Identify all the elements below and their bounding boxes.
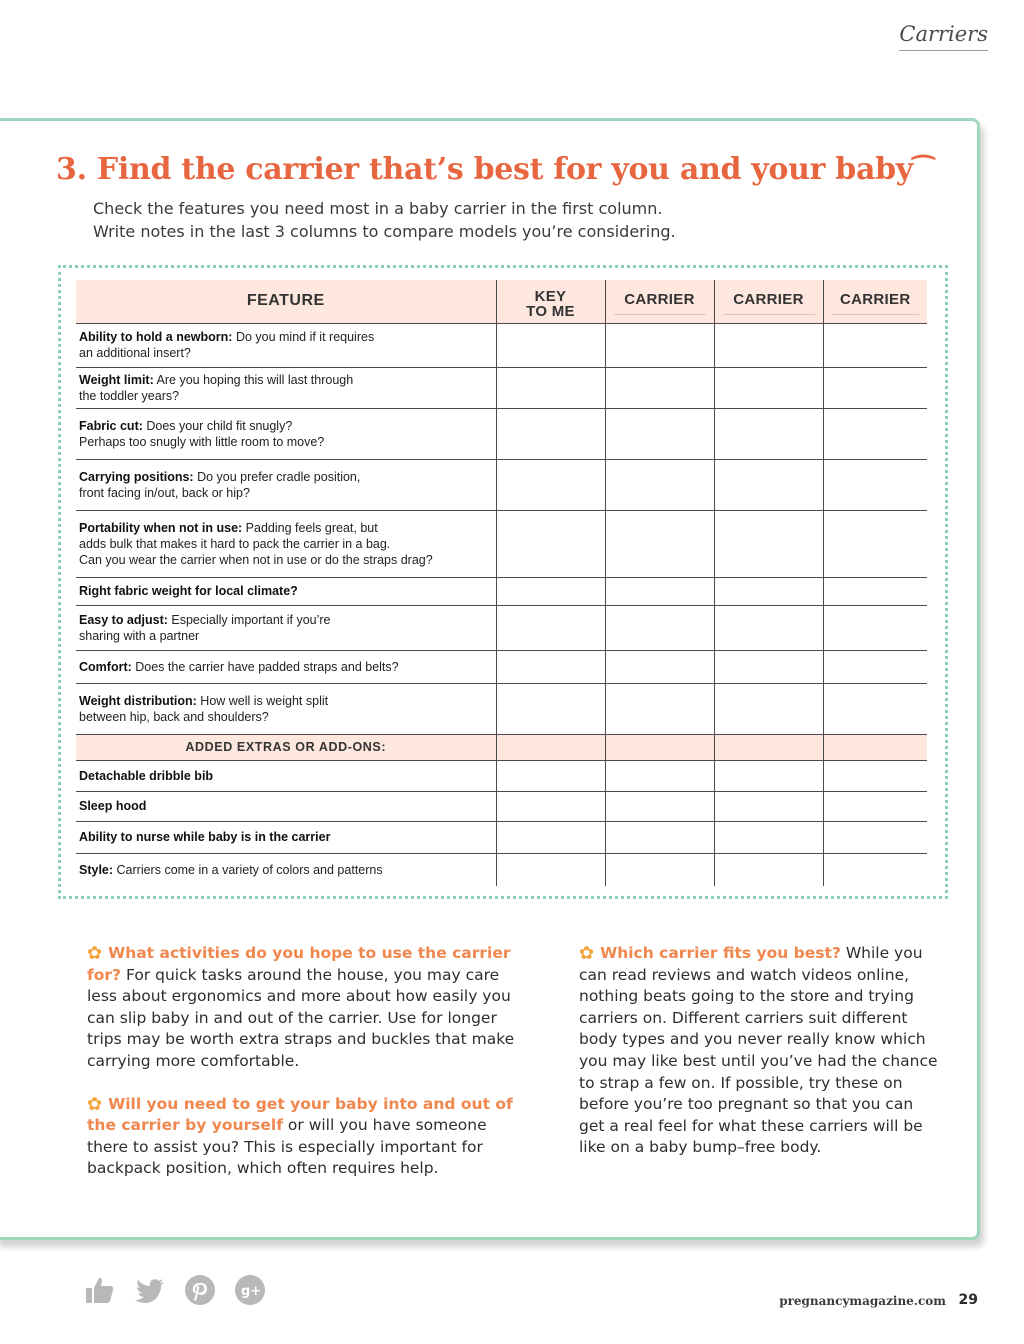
feature-cell: Weight distribution: How well is weight split between hip, back and shoulders? [76, 683, 496, 734]
carrier-note-cell[interactable] [823, 650, 927, 683]
carrier-checklist-table [76, 280, 927, 886]
table-row [76, 367, 927, 408]
extras-heading-cell [823, 734, 927, 760]
carrier-note-cell[interactable] [605, 510, 714, 577]
section-tag: Carriers [899, 22, 988, 51]
feature-cell: Comfort: Does the carrier have padded straps and belts? [76, 650, 496, 683]
step-number: 3. [56, 152, 87, 187]
carrier-note-cell[interactable] [605, 650, 714, 683]
extras-heading: ADDED EXTRAS OR ADD-ONS: [76, 734, 496, 760]
tip-highlight: Which carrier fits you best? [600, 944, 841, 962]
carrier-note-cell[interactable] [823, 459, 927, 510]
carrier-note-cell[interactable] [714, 323, 823, 367]
key-to-me-cell[interactable] [496, 821, 605, 853]
step-title [56, 152, 934, 187]
like-thumbs-up-icon[interactable] [84, 1274, 116, 1306]
tip-body: or will you have someone there to assist you? This is especially important for backpack position, which often requires help. [87, 1116, 487, 1178]
intro-line: Check the features you need most in a baby carrier in the first column. [93, 199, 663, 218]
key-to-me-cell[interactable] [496, 408, 605, 459]
extras-heading-cell [605, 734, 714, 760]
feature-cell: Carrying positions: Do you prefer cradle position, front facing in/out, back or hip? [76, 459, 496, 510]
carrier-note-cell[interactable] [605, 791, 714, 821]
header-carrier-2 [714, 280, 823, 323]
carrier-note-cell[interactable] [605, 605, 714, 650]
feature-cell: Portability when not in use: Padding feels great, but adds bulk that makes it hard to pack the carrier in a bag. Can you wear the carrier when not in use or do the straps drag? [76, 510, 496, 577]
carrier-name-line [614, 314, 706, 315]
carrier-note-cell[interactable] [823, 853, 927, 886]
table-row [76, 605, 927, 650]
carrier-note-cell[interactable] [605, 683, 714, 734]
carrier-note-cell[interactable] [823, 760, 927, 791]
tip-body: While you can read reviews and watch videos online, nothing beats going to the store and trying carriers on. Different carriers suit different body types and you never really know which you may like best until you’ve had the chance to strap a few on. If possible, try these on before you’re too pregnant so that you can get a real feel for what these carriers will be like on a baby bump–free body. [579, 944, 938, 1157]
header-key-line1: KEY [534, 287, 567, 305]
table-header-row [76, 280, 927, 323]
table-row [76, 577, 927, 605]
carrier-note-cell[interactable] [823, 791, 927, 821]
carrier-note-cell[interactable] [714, 821, 823, 853]
key-to-me-cell[interactable] [496, 459, 605, 510]
tip-highlight: What activities do you hope to use the carrier for? [87, 944, 511, 984]
carrier-note-cell[interactable] [714, 853, 823, 886]
table-row [76, 408, 927, 459]
google-plus-icon[interactable] [234, 1274, 266, 1306]
feature-cell: Sleep hood [76, 791, 496, 821]
carrier-note-cell[interactable] [605, 367, 714, 408]
carrier-note-cell[interactable] [605, 853, 714, 886]
carrier-note-cell[interactable] [605, 459, 714, 510]
carrier-note-cell[interactable] [605, 408, 714, 459]
feature-cell: Style: Carriers come in a variety of colors and patterns [79, 862, 383, 877]
carrier-note-cell[interactable] [823, 821, 927, 853]
carrier-name-line [832, 314, 920, 315]
header-feature: FEATURE [76, 280, 496, 323]
pinterest-icon[interactable] [184, 1274, 216, 1306]
twitter-bird-icon[interactable] [134, 1274, 166, 1306]
carrier-note-cell[interactable] [714, 791, 823, 821]
tip-paragraph [87, 943, 517, 1073]
table-row [76, 760, 927, 791]
intro [93, 197, 676, 243]
key-to-me-cell[interactable] [496, 650, 605, 683]
carrier-note-cell[interactable] [605, 577, 714, 605]
extras-heading-cell [714, 734, 823, 760]
carrier-note-cell[interactable] [714, 577, 823, 605]
table-row [76, 683, 927, 734]
flower-icon: ✿ [579, 943, 595, 964]
header-carrier-3 [823, 280, 927, 323]
carrier-note-cell[interactable] [714, 605, 823, 650]
step-title-text: Find the carrier that’s best for you and your baby [96, 152, 913, 187]
feature-cell: Easy to adjust: Especially important if you’re sharing with a partner [76, 605, 496, 650]
tip-highlight: Will you need to get your baby into and out of the carrier by yourself [87, 1094, 513, 1135]
header-key-line2: TO ME [526, 302, 575, 320]
feature-cell: Fabric cut: Does your child fit snugly? Perhaps too snugly with little room to move? [76, 408, 496, 459]
table-row [76, 650, 927, 683]
tip-paragraph [579, 943, 939, 1159]
table-row [76, 323, 927, 367]
table-row [76, 853, 927, 886]
key-to-me-cell[interactable] [496, 605, 605, 650]
table-row [76, 459, 927, 510]
carrier-note-cell[interactable] [605, 821, 714, 853]
header-key-to-me [496, 280, 605, 323]
header-carrier-label: CARRIER [733, 291, 804, 309]
carrier-note-cell[interactable] [714, 683, 823, 734]
key-to-me-cell[interactable] [496, 367, 605, 408]
carrier-note-cell[interactable] [823, 510, 927, 577]
carrier-note-cell[interactable] [714, 510, 823, 577]
carrier-note-cell[interactable] [823, 408, 927, 459]
flower-icon: ✿ [87, 1093, 103, 1115]
carrier-note-cell[interactable] [823, 605, 927, 650]
header-carrier-1 [605, 280, 714, 323]
title-swash: ⁀ [912, 156, 934, 186]
key-to-me-cell[interactable] [496, 760, 605, 791]
carrier-note-cell[interactable] [823, 577, 927, 605]
carrier-name-line [723, 314, 815, 315]
table-row [76, 510, 927, 577]
footer-site: pregnancymagazine.com [779, 1294, 946, 1308]
tips-right-column [579, 943, 939, 1180]
carrier-note-cell[interactable] [714, 760, 823, 791]
table-row [76, 791, 927, 821]
feature-cell: Right fabric weight for local climate? [76, 577, 496, 605]
carrier-note-cell[interactable] [714, 459, 823, 510]
social-icons [84, 1274, 266, 1306]
key-to-me-cell[interactable] [496, 791, 605, 821]
key-to-me-cell[interactable] [496, 853, 605, 886]
page-number: 29 [958, 1292, 978, 1308]
carrier-note-cell[interactable] [605, 323, 714, 367]
header-carrier-label: CARRIER [624, 291, 695, 309]
intro-line: Write notes in the last 3 columns to compare models you’re considering. [93, 222, 676, 241]
flower-icon: ✿ [87, 943, 103, 964]
tips-left-column [87, 943, 517, 1201]
extras-heading-row [76, 734, 927, 760]
feature-cell: Ability to hold a newborn: Do you mind if it requires an additional insert? [76, 323, 496, 367]
feature-cell: Weight limit: Are you hoping this will last through the toddler years? [76, 367, 496, 408]
header-carrier-label: CARRIER [840, 291, 911, 309]
key-to-me-cell[interactable] [496, 683, 605, 734]
carrier-note-cell[interactable] [714, 408, 823, 459]
feature-cell: Detachable dribble bib [76, 760, 496, 791]
key-to-me-cell[interactable] [496, 510, 605, 577]
key-to-me-cell[interactable] [496, 323, 605, 367]
carrier-note-cell[interactable] [823, 323, 927, 367]
feature-cell: Ability to nurse while baby is in the carrier [76, 821, 496, 853]
carrier-note-cell[interactable] [605, 760, 714, 791]
svg-text:g+: g+ [241, 1284, 262, 1299]
extras-heading-cell [496, 734, 605, 760]
carrier-note-cell[interactable] [823, 367, 927, 408]
carrier-note-cell[interactable] [823, 683, 927, 734]
key-to-me-cell[interactable] [496, 577, 605, 605]
table-row [76, 821, 927, 853]
tip-paragraph [87, 1094, 517, 1180]
carrier-note-cell[interactable] [714, 650, 823, 683]
carrier-note-cell[interactable] [714, 367, 823, 408]
tip-body: For quick tasks around the house, you may care less about ergonomics and more about how easily you can slip baby in and out of the carrier. Use for longer trips may be worth extra straps and buckles that make carrying more comfortable. [87, 965, 515, 1070]
